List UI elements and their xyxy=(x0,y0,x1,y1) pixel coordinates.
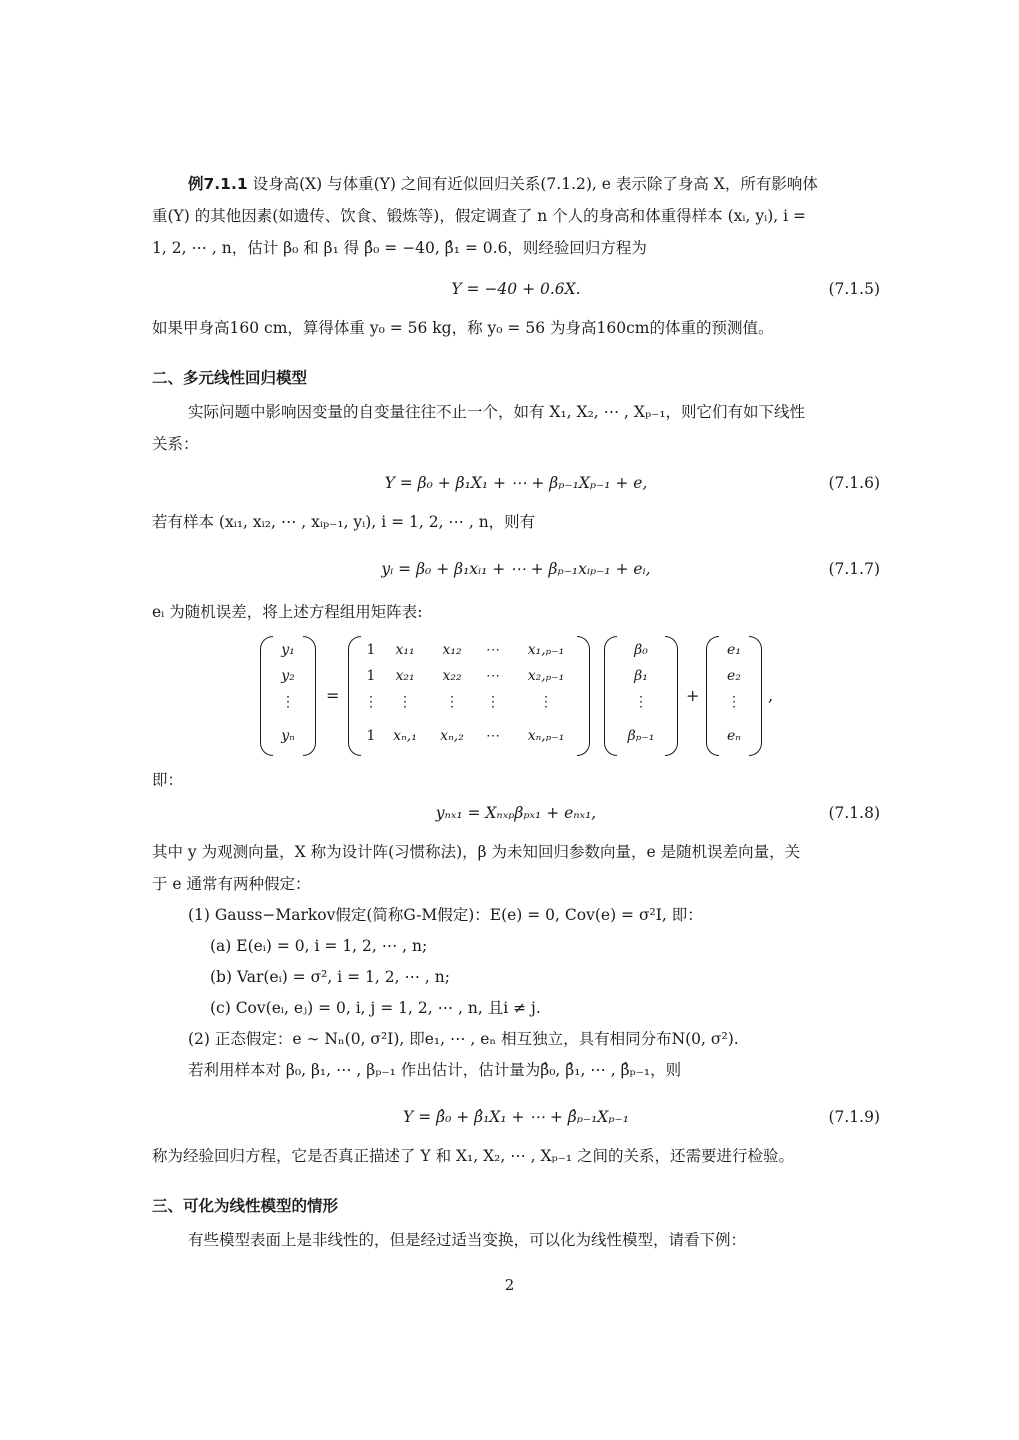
equation-number: (7.1.8) xyxy=(828,804,880,822)
page-number: 2 xyxy=(504,1276,515,1294)
matrix-cell: β₁ xyxy=(634,668,648,684)
section2-intro-2: 关系： xyxy=(152,435,199,453)
beta-vector xyxy=(604,636,678,754)
section2-intro-1: 实际问题中影响因变量的自变量往往不止一个，如有 X₁, X₂, ⋯ , Xₚ₋₁，则它们有如下线性 xyxy=(188,403,806,421)
equals-sign: = xyxy=(326,686,340,705)
matrix-cell: 1 xyxy=(366,728,376,744)
equation-formula: yₙₓ₁ = Xₙₓₚβₚₓ₁ + eₙₓ₁, xyxy=(435,804,597,822)
assumption-gm: (1) Gauss−Markov假定(简称G-M假定)：E(e) = 0, Cov(e) = σ²I, 即： xyxy=(188,906,703,924)
assumption-normal: (2) 正态假定：e ∼ Nₙ(0, σ²I), 即e₁, ⋯ , eₙ 相互独立，具有相同分布N(0, σ²). xyxy=(188,1030,739,1048)
equation-formula: yᵢ = β₀ + β₁xᵢ₁ + ⋯ + βₚ₋₁xᵢₚ₋₁ + eᵢ, xyxy=(381,560,651,578)
sample-text: 若有样本 (xᵢ₁, xᵢ₂, ⋯ , xᵢₚ₋₁, yᵢ), i = 1, 2, ⋯ , n，则有 xyxy=(152,513,536,531)
matrix-cell: yₙ xyxy=(281,728,295,744)
error-vector xyxy=(706,636,762,754)
matrix-cell: ⋯ xyxy=(486,642,500,658)
left-paren xyxy=(348,636,361,756)
matrix-cell: x₁,ₚ₋₁ xyxy=(527,642,565,658)
estimate-text: 若利用样本对 β₀, β₁, ⋯ , βₚ₋₁ 作出估计，估计量为β̂₀, β̂₁, ⋯ , β̂ₚ₋₁，则 xyxy=(188,1061,682,1079)
matrix-cell: x₁₁ xyxy=(395,642,415,658)
assumption-b: (b) Var(eᵢ) = σ², i = 1, 2, ⋯ , n; xyxy=(210,968,450,986)
matrix-cell: ⋮ xyxy=(398,694,412,710)
conclusion-text: 称为经验回归方程，它是否真正描述了 Y 和 X₁, X₂, ⋯ , Xₚ₋₁ 之间的关系，还需要进行检验。 xyxy=(152,1147,795,1165)
matrix-cell: ⋯ xyxy=(486,728,500,744)
explain-line-1: 其中 y 为观测向量，X 称为设计阵(习惯称法)，β 为未知回归参数向量，e 是随机误差向量，关 xyxy=(152,843,801,861)
matrix-cell: ⋮ xyxy=(634,694,648,710)
equation-formula: Y = −40 + 0.6X. xyxy=(451,280,581,298)
matrix-cell: e₁ xyxy=(727,642,741,658)
equation-number: (7.1.5) xyxy=(828,280,880,298)
matrix-cell: x₁₂ xyxy=(442,642,462,658)
example-label: 例7.1.1 xyxy=(188,175,248,193)
example-line-2: 重(Y) 的其他因素(如遗传、饮食、锻炼等)，假定调查了 n 个人的身高和体重得样本 (xᵢ, yᵢ), i = xyxy=(152,207,807,225)
explain-line-2: 于 e 通常有两种假定： xyxy=(152,875,311,893)
equation-7-1-6 xyxy=(152,466,880,500)
equation-7-1-9 xyxy=(152,1100,880,1134)
matrix-cell: e₂ xyxy=(727,668,741,684)
matrix-cell: xₙ,ₚ₋₁ xyxy=(527,728,565,744)
equation-7-1-5 xyxy=(152,272,880,306)
ji-text: 即： xyxy=(152,771,184,789)
plus-sign: + xyxy=(686,686,700,705)
equation-number: (7.1.6) xyxy=(828,474,880,492)
matrix-cell: x₂₁ xyxy=(395,668,415,684)
matrix-cell: ⋮ xyxy=(539,694,553,710)
matrix-cell: ⋮ xyxy=(364,694,378,710)
matrix-cell: 1 xyxy=(366,668,376,684)
matrix-cell: ⋯ xyxy=(486,668,500,684)
matrix-cell: y₁ xyxy=(281,642,295,658)
equation-7-1-8 xyxy=(152,796,880,830)
matrix-cell: ⋮ xyxy=(445,694,459,710)
matrix-cell: ⋮ xyxy=(281,694,295,710)
example-text-1: 设身高(X) 与体重(Y) 之间有近似回归关系(7.1.2), e 表示除了身高 X，所有影响体 xyxy=(252,175,818,193)
assumption-a: (a) E(eᵢ) = 0, i = 1, 2, ⋯ , n; xyxy=(210,937,428,955)
y-vector xyxy=(260,636,316,754)
assumption-c: (c) Cov(eᵢ, eⱼ) = 0, i, j = 1, 2, ⋯ , n, 且i ≠ j. xyxy=(210,999,541,1017)
matrix-cell: ⋮ xyxy=(727,694,741,710)
section-heading-2: 二、多元线性回归模型 xyxy=(152,369,308,387)
matrix-cell: y₂ xyxy=(281,668,295,684)
matrix-equation xyxy=(152,636,880,758)
example-line-1 xyxy=(152,168,880,200)
matrix-cell: xₙ,₁ xyxy=(393,728,417,744)
matrix-cell: βₚ₋₁ xyxy=(627,728,655,744)
trailing-comma: , xyxy=(768,686,774,705)
matrix-cell: 1 xyxy=(366,642,376,658)
equation-formula: Y = β₀ + β₁X₁ + ⋯ + βₚ₋₁Xₚ₋₁ + e, xyxy=(384,474,648,492)
equation-formula: Y = β̂₀ + β̂₁X₁ + ⋯ + β̂ₚ₋₁Xₚ₋₁ xyxy=(403,1108,629,1126)
matrix-intro: eᵢ 为随机误差，将上述方程组用矩阵表: xyxy=(152,603,423,621)
design-matrix xyxy=(348,636,590,754)
matrix-cell: ⋮ xyxy=(486,694,500,710)
matrix-cell: eₙ xyxy=(727,728,741,744)
right-paren xyxy=(577,636,590,756)
prediction-text: 如果甲身高160 cm，算得体重 y₀ = 56 kg，称 y₀ = 56 为身高160cm的体重的预测值。 xyxy=(152,319,774,337)
matrix-cell: xₙ,₂ xyxy=(440,728,464,744)
section3-text: 有些模型表面上是非线性的，但是经过适当变换，可以化为线性模型，请看下例： xyxy=(188,1231,747,1249)
example-line-3: 1, 2, ⋯ , n，估计 β₀ 和 β₁ 得 β̂₀ = −40, β̂₁ = 0.6，则经验回归方程为 xyxy=(152,239,647,257)
matrix-cell: x₂,ₚ₋₁ xyxy=(527,668,565,684)
equation-number: (7.1.9) xyxy=(828,1108,880,1126)
matrix-cell: x₂₂ xyxy=(442,668,462,684)
equation-number: (7.1.7) xyxy=(828,560,880,578)
section-heading-3: 三、可化为线性模型的情形 xyxy=(152,1197,339,1215)
page-body xyxy=(152,168,880,1256)
equation-7-1-7 xyxy=(152,552,880,586)
matrix-cell: β₀ xyxy=(634,642,648,658)
